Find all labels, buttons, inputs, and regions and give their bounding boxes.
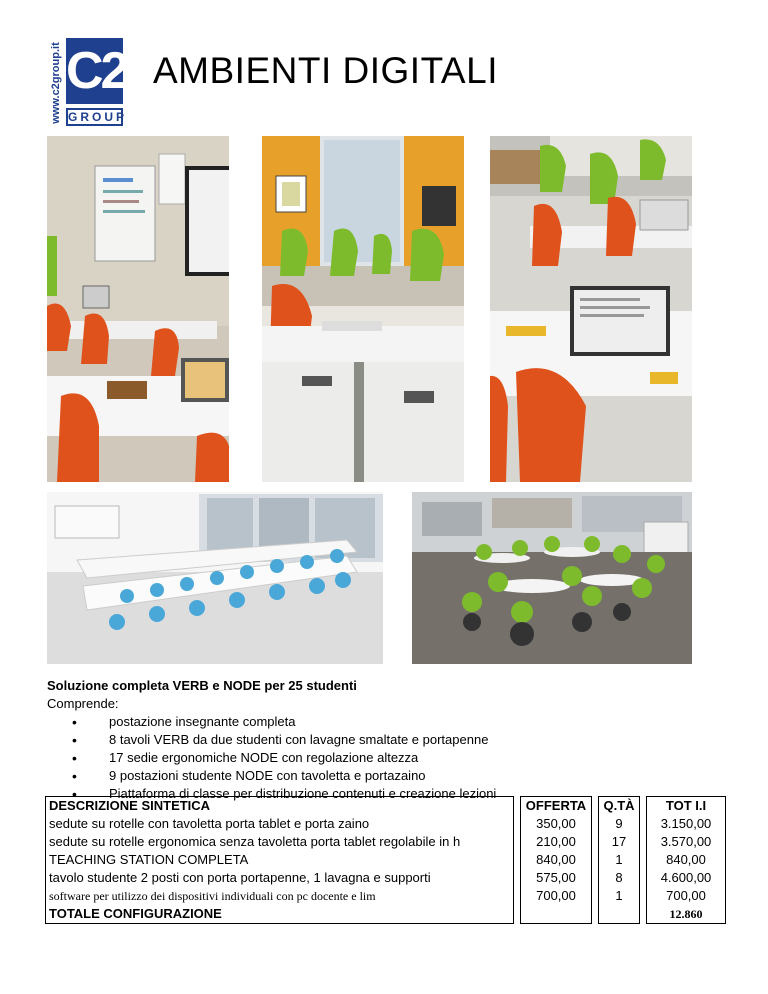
solution-intro: Comprende: — [47, 696, 119, 711]
photo-classroom-whiteboards — [47, 136, 229, 482]
c2-group-logo — [48, 38, 128, 128]
list-item: • 8 tavoli VERB da due studenti con lavagne smaltate e portapenne — [109, 731, 727, 749]
offer-table — [45, 796, 726, 924]
total-qty-empty — [599, 905, 640, 924]
row-offer: 350,00 — [521, 815, 592, 833]
table-row — [46, 869, 726, 887]
row-total: 3.150,00 — [647, 815, 726, 833]
solution-heading: Soluzione completa VERB e NODE per 25 studenti — [47, 678, 357, 693]
row-desc: sedute su rotelle ergonomica senza tavoletta porta tablet regolabile in h — [46, 833, 514, 851]
list-item: • Piattaforma di classe per distribuzione contenuti e creazione lezioni — [109, 785, 727, 803]
list-item: • 17 sedie ergonomiche NODE con regolazione altezza — [109, 749, 727, 767]
row-offer: 700,00 — [521, 887, 592, 905]
solution-description — [47, 677, 727, 803]
total-value: 12.860 — [647, 905, 726, 924]
table-row — [46, 815, 726, 833]
list-item: • 9 postazioni studente NODE con tavoletta e portazaino — [109, 767, 727, 785]
page-title: AMBIENTI DIGITALI — [153, 50, 498, 91]
total-label: TOTALE CONFIGURAZIONE — [46, 905, 514, 924]
logo-mark: C2 — [66, 38, 123, 104]
total-row — [46, 905, 726, 924]
header-qty: Q.TÀ — [599, 797, 640, 816]
row-qty: 8 — [599, 869, 640, 887]
table-row — [46, 887, 726, 905]
photo-green-node-chairs — [412, 492, 692, 664]
header-total: TOT I.I — [647, 797, 726, 816]
row-qty: 17 — [599, 833, 640, 851]
logo-url: www.c2group.it — [50, 42, 62, 124]
row-desc: software per utilizzo dei dispositivi individuali con pc docente e lim — [46, 887, 514, 905]
row-offer: 210,00 — [521, 833, 592, 851]
logo-group: GROUP — [68, 110, 128, 124]
header-offer: OFFERTA — [521, 797, 592, 816]
row-qty: 1 — [599, 851, 640, 869]
total-offer-empty — [521, 905, 592, 924]
photo-orange-chairs-laptop — [490, 136, 692, 482]
header-desc: DESCRIZIONE SINTETICA — [46, 797, 514, 816]
photo-green-chairs-window — [262, 136, 464, 482]
row-qty: 1 — [599, 887, 640, 905]
row-offer: 575,00 — [521, 869, 592, 887]
row-desc: sedute su rotelle con tavoletta porta tablet e porta zaino — [46, 815, 514, 833]
table-row — [46, 851, 726, 869]
row-qty: 9 — [599, 815, 640, 833]
row-total: 840,00 — [647, 851, 726, 869]
row-desc: tavolo studente 2 posti con porta portapenne, 1 lavagna e supporti — [46, 869, 514, 887]
row-total: 4.600,00 — [647, 869, 726, 887]
row-total: 700,00 — [647, 887, 726, 905]
table-header-row — [46, 797, 726, 816]
row-desc: TEACHING STATION COMPLETA — [46, 851, 514, 869]
list-item: • postazione insegnante completa — [109, 713, 727, 731]
photo-blue-chairs-rows — [47, 492, 383, 664]
row-offer: 840,00 — [521, 851, 592, 869]
table-row — [46, 833, 726, 851]
solution-items — [47, 713, 727, 803]
row-total: 3.570,00 — [647, 833, 726, 851]
